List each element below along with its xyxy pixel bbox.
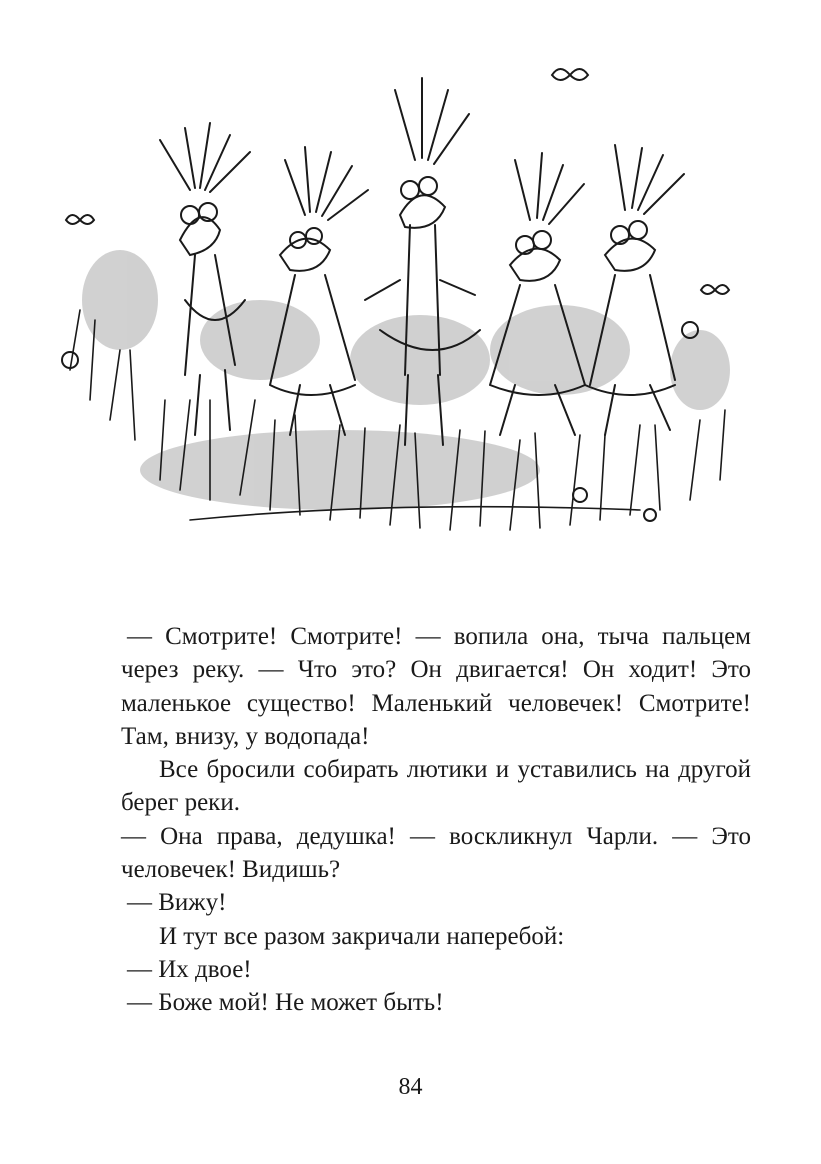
paragraph-2: Все бросили собирать лютики и уставились на другой берег реки. <box>121 756 751 817</box>
figure-1 <box>160 123 250 435</box>
paragraph-4: — Вижу! <box>127 889 227 917</box>
body-text <box>121 620 751 1020</box>
page-number: 84 <box>398 1074 423 1100</box>
paragraph-5: И тут все разом закричали наперебой: <box>159 922 565 950</box>
butterfly-icon <box>66 69 729 294</box>
figure-5 <box>585 145 684 435</box>
paragraph-7: — Боже мой! Не может быть! <box>127 989 444 1017</box>
illustration-figures-in-meadow <box>40 40 780 560</box>
paragraph-3: — Она права, дедушка! — воскликнул Чарли. — Это человечек! Видишь? <box>121 822 751 884</box>
paragraph-1: — Смотрите! Смотрите! — вопила она, тыча пальцем через реку. — Что это? Он двигается! Он ходит! Это маленькое существо! Маленький человечек! Смотрите! Там, внизу, у водопада! <box>121 623 751 750</box>
ink-wash <box>82 250 730 510</box>
figure-2 <box>270 147 368 435</box>
paragraph-6: — Их двое! <box>127 955 252 983</box>
